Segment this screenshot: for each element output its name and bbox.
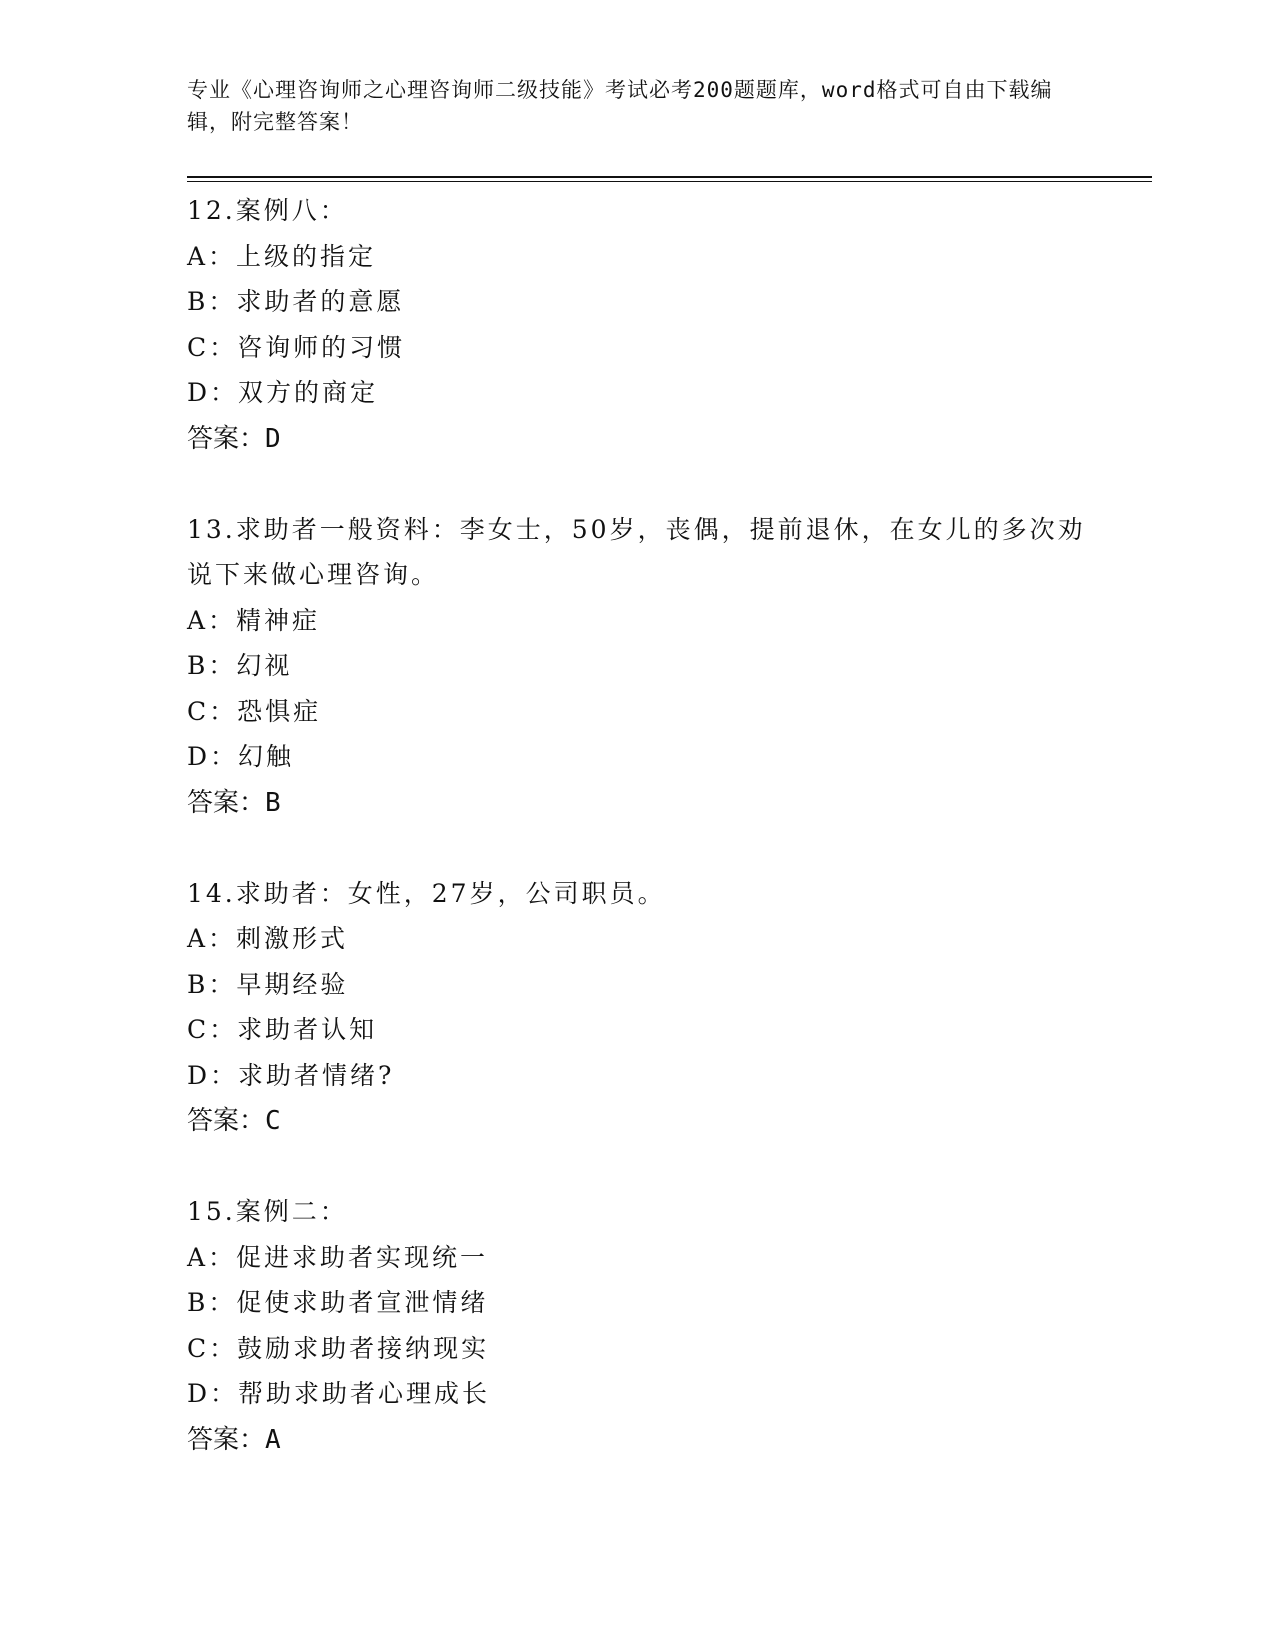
answer-line <box>187 780 1087 826</box>
question-14 <box>187 871 1087 1145</box>
question-15 <box>187 1189 1087 1463</box>
option-d: D：求助者情绪? <box>187 1060 395 1090</box>
header-divider-thin <box>187 181 1152 182</box>
answer-line <box>187 1098 1087 1144</box>
option-d: D：帮助求助者心理成长 <box>187 1379 491 1408</box>
answer-label: 答案： <box>187 1106 266 1136</box>
document-intro: 专业《心理咨询师之心理咨询师二级技能》考试必考200题题库，word格式可自由下载编辑，附完整答案！ <box>187 78 1053 134</box>
option-a: A：精神症 <box>187 605 321 635</box>
answer-label: 答案： <box>187 787 266 818</box>
option-b: B：早期经验 <box>187 969 349 999</box>
option-b: B：促使求助者宣泄情绪 <box>187 1288 489 1317</box>
answer-label: 答案： <box>187 423 266 454</box>
question-stem: 15.案例二： <box>187 1197 348 1226</box>
option-b: B：幻视 <box>187 651 293 680</box>
option-c: C：咨询师的习惯 <box>187 332 406 362</box>
question-stem: 14.求助者：女性，27岁，公司职员。 <box>187 878 666 908</box>
option-b: B：求助者的意愿 <box>187 287 405 316</box>
answer-value: D <box>265 423 281 454</box>
question-13 <box>187 507 1087 826</box>
option-a: A：上级的指定 <box>187 241 377 271</box>
question-list <box>187 188 1087 1508</box>
option-d: D：双方的商定 <box>187 378 379 407</box>
answer-label: 答案： <box>187 1424 266 1455</box>
header-divider-thick <box>187 176 1152 178</box>
answer-line <box>187 1417 1087 1463</box>
option-c: C：求助者认知 <box>187 1015 378 1044</box>
option-a: A：刺激形式 <box>187 924 349 953</box>
question-stem: 12.案例八： <box>187 196 348 225</box>
answer-value: A <box>265 1424 281 1455</box>
question-12 <box>187 188 1087 462</box>
answer-line <box>187 416 1087 462</box>
question-stem: 13.求助者一般资料：李女士，50岁，丧偶，提前退休，在女儿的多次劝说下来做心理咨询。 <box>187 514 1086 589</box>
option-a: A：促进求助者实现统一 <box>187 1242 489 1272</box>
option-d: D：幻触 <box>187 742 295 771</box>
answer-value: C <box>265 1106 281 1136</box>
option-c: C：恐惧症 <box>187 696 322 726</box>
answer-value: B <box>265 787 281 818</box>
option-c: C：鼓励求助者接纳现实 <box>187 1333 490 1363</box>
